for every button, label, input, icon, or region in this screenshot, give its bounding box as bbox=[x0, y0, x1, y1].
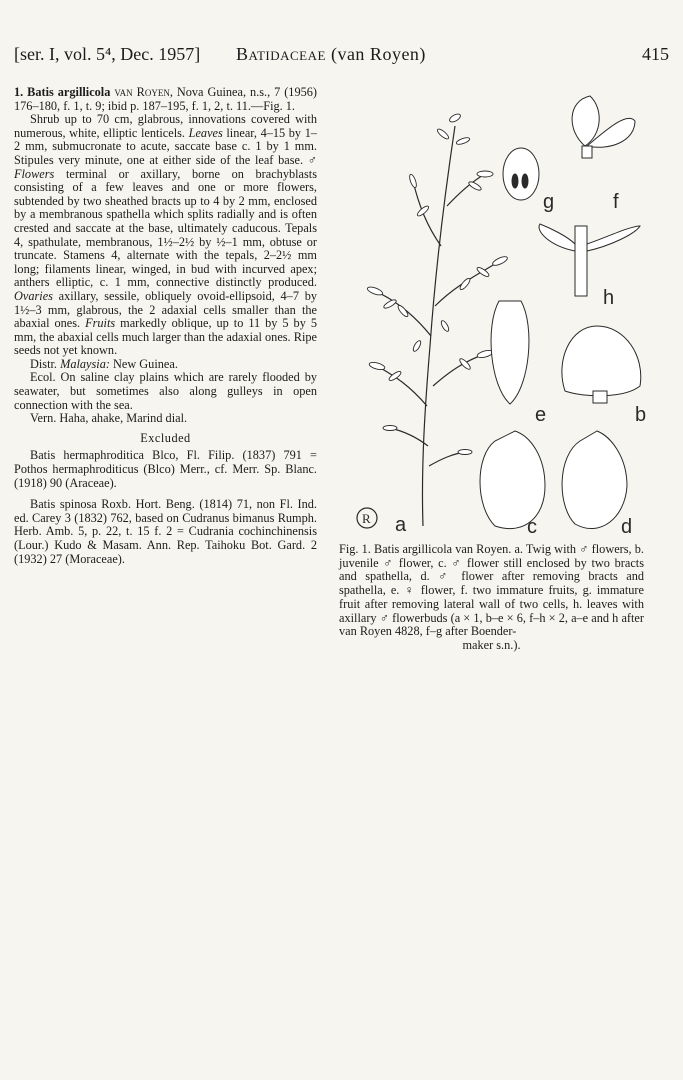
ovaries-text: axillary, sessile, obliquely ovoid-ellipsoid, 4–7 by 1½–3 mm, glabrous, the 2 adaxial cells smaller than the abaxial ones. bbox=[14, 288, 317, 331]
distr-label: Distr. bbox=[30, 356, 57, 371]
distr-region: Malaysia: bbox=[57, 356, 110, 371]
figure-caption bbox=[339, 543, 644, 653]
fruit-section-g bbox=[503, 148, 539, 200]
vern-label: Vern. bbox=[30, 411, 57, 426]
leaves-text: linear, 4–15 by 1–2 mm, submucronate to acute, saccate base c. 1 by 1 mm. Stipules very minute, one at either side of the leaf base. bbox=[14, 125, 317, 167]
excluded-entry-1: Batis hermaphroditica Blco, Fl. Filip. (1837) 791 = Pothos hermaphroditicus (Blco) Merr., cf. Merr. Sp. Blanc. (1918) 90 (Araceae). bbox=[14, 448, 317, 490]
header-title bbox=[236, 44, 426, 65]
vern-text: Haha, ahake, Marind dial. bbox=[56, 411, 188, 426]
detail-drawings bbox=[480, 96, 641, 529]
ovaries-label: Ovaries bbox=[14, 288, 53, 303]
caption-main: Fig. 1. Batis argillicola van Royen. a. Twig with ♂ flowers, b. juvenile ♂ flower, c. ♂ flower still enclosed by two bracts and spathella, d. ♂ flower after removing bracts and spathella, e. ♀ flower, f. two immature fruits, g. immature fruit after removing lateral wall of two cells, h. leaves with axillary ♂ flowerbuds (a × 1, b–e × 6, f–h × 2, a–e and h after van Royen 4828, f–g after Boender- bbox=[339, 542, 644, 639]
page-number: 415 bbox=[642, 44, 669, 64]
ecology-paragraph bbox=[14, 371, 317, 412]
label-h: h bbox=[603, 287, 615, 309]
species-entry-heading bbox=[14, 86, 317, 113]
fruits-label: Fruits bbox=[85, 316, 116, 331]
species-authority: van Royen, bbox=[110, 85, 173, 99]
label-e: e bbox=[535, 404, 547, 426]
vernacular-paragraph bbox=[14, 412, 317, 426]
female-flower-e bbox=[491, 301, 529, 404]
ecol-text: On saline clay plains which are rarely flooded by seawater, but sometimes also along gulleys in open connection with the sea. bbox=[14, 370, 317, 412]
flowers-text: terminal or axillary, borne on brachyblasts consisting of a few leaves and one or more flowers, subtended by two sheathed bracts up to 4 by 2 mm, enclosed by a membranous spathella which splits radially and is often crested and saccate at the base, ultimately caducous. Tepals 4, spathulate, membranous, 1½–2½ by ½–1 mm, obtuse or truncate. Stamens 4, alternate with the tepals, 2–2½ mm long; filaments linear, winged, in bud with incurved apex; anthers elliptic, c. 1 mm, connective distinctly produced. bbox=[14, 166, 317, 290]
distr-text: New Guinea. bbox=[109, 356, 178, 371]
juvenile-flower-b bbox=[562, 326, 641, 396]
label-b: b bbox=[635, 404, 647, 426]
label-g: g bbox=[543, 191, 555, 213]
family-name: Batidaceae bbox=[236, 44, 326, 64]
immature-fruit-f1 bbox=[572, 96, 599, 146]
species-publication: Nova Guinea, n.s., 7 (1956) 176–180, f. 1, t. 9; ibid p. 187–195, f. 1, 2, t. 11.—Fig. 1. bbox=[14, 85, 317, 113]
series-info: [ser. I, vol. 5⁴, Dec. 1957] bbox=[14, 44, 201, 64]
species-name: 1. Batis argillicola bbox=[14, 85, 111, 99]
label-c: c bbox=[527, 516, 537, 536]
running-header bbox=[14, 44, 669, 70]
label-f: f bbox=[613, 191, 619, 213]
header-author: (van Royen) bbox=[330, 44, 426, 64]
text-column bbox=[14, 86, 317, 566]
flowers-label: ♂ Flowers bbox=[14, 152, 317, 181]
illustration-svg bbox=[335, 86, 670, 536]
label-d: d bbox=[621, 516, 633, 536]
excluded-entry-2: Batis spinosa Roxb. Hort. Beng. (1814) 71, non Fl. Ind. ed. Carey 3 (1832) 762, based on Cudranus bimanus Rumph. Herb. Amb. 5, p. 22, t. 15 f. 2 = Cudrania cochinchinensis (Lour.) Kudo & Masam. Ann. Rep. Taihoku Bot. Gard. 2 (1932) 27 (Moraceae). bbox=[14, 497, 317, 566]
excluded-heading: Excluded bbox=[140, 430, 191, 445]
species-description bbox=[14, 113, 317, 358]
botanical-illustration bbox=[335, 86, 670, 536]
flower-bracts-removed-d bbox=[562, 431, 627, 529]
ecol-label: Ecol. bbox=[30, 370, 56, 385]
caption-end: maker s.n.). bbox=[462, 637, 521, 652]
flower-in-bracts-c bbox=[480, 431, 545, 529]
stem-h bbox=[575, 226, 587, 296]
habit-text: Shrub up to 70 cm, glabrous, innovations covered with numerous, white, elliptic lenticels. bbox=[14, 112, 317, 140]
fruits-text: markedly oblique, up to 11 by 5 by 5 mm, the abaxial cells much larger than the adaxial ones. Ripe seeds not yet known. bbox=[14, 316, 317, 358]
twig-leaves bbox=[366, 112, 508, 454]
monogram-letter: R bbox=[362, 511, 371, 526]
distribution-paragraph bbox=[14, 358, 317, 372]
leaves-label: Leaves bbox=[188, 125, 223, 140]
label-a: a bbox=[395, 514, 407, 536]
